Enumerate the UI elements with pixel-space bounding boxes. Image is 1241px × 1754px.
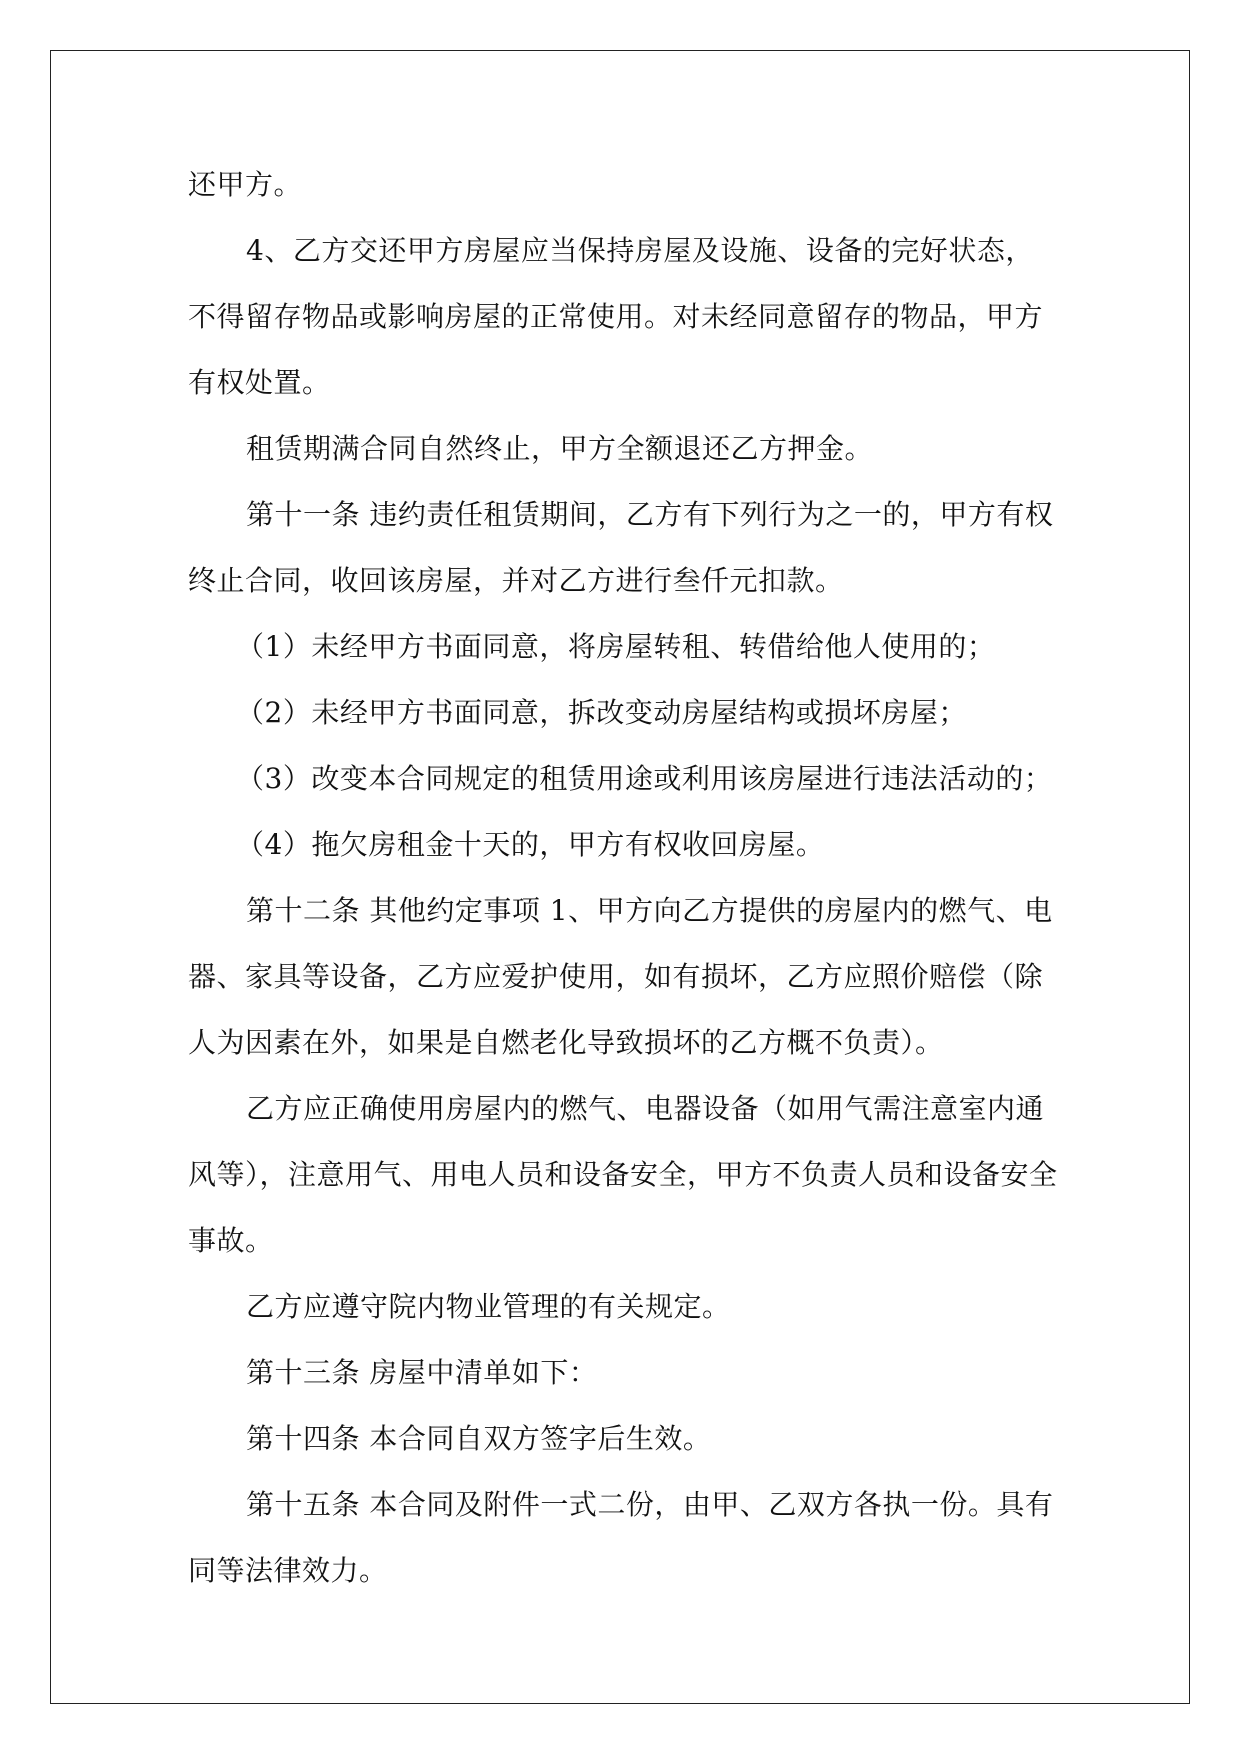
paragraph-article-11: 第十一条 违约责任租赁期间，乙方有下列行为之一的，甲方有权终止合同，收回该房屋，并对乙方进行叁仟元扣款。 bbox=[188, 498, 1054, 597]
paragraph-gas-electric-safety: 乙方应正确使用房屋内的燃气、电器设备（如用气需注意室内通风等），注意用气、用电人员和设备安全，甲方不负责人员和设备安全事故。 bbox=[188, 1092, 1058, 1257]
paragraph-continuation: 还甲方。 bbox=[188, 168, 303, 201]
list-item-violation-1: （1）未经甲方书面同意，将房屋转租、转借给他人使用的； bbox=[236, 630, 996, 663]
paragraph-clause-4: 4、乙方交还甲方房屋应当保持房屋及设施、设备的完好状态，不得留存物品或影响房屋的正常使用。对未经同意留存的物品，甲方有权处置。 bbox=[188, 234, 1044, 399]
list-item-violation-4: （4）拖欠房租金十天的，甲方有权收回房屋。 bbox=[236, 828, 825, 861]
paragraph-property-rules: 乙方应遵守院内物业管理的有关规定。 bbox=[246, 1290, 731, 1323]
paragraph-article-14: 第十四条 本合同自双方签字后生效。 bbox=[246, 1422, 712, 1455]
document-body bbox=[188, 152, 1058, 1604]
paragraph-article-15: 第十五条 本合同及附件一式二份，由甲、乙双方各执一份。具有同等法律效力。 bbox=[188, 1488, 1054, 1587]
paragraph-lease-end: 租赁期满合同自然终止，甲方全额退还乙方押金。 bbox=[246, 432, 874, 465]
paragraph-article-12: 第十二条 其他约定事项 1、甲方向乙方提供的房屋内的燃气、电器、家具等设备，乙方应爱护使用，如有损坏，乙方应照价赔偿（除人为因素在外，如果是自燃老化导致损坏的乙方概不负责）。 bbox=[188, 894, 1053, 1059]
list-item-violation-2: （2）未经甲方书面同意，拆改变动房屋结构或损坏房屋； bbox=[236, 696, 967, 729]
paragraph-article-13: 第十三条 房屋中清单如下： bbox=[246, 1356, 598, 1389]
list-item-violation-3: （3）改变本合同规定的租赁用途或利用该房屋进行违法活动的； bbox=[236, 762, 1053, 795]
